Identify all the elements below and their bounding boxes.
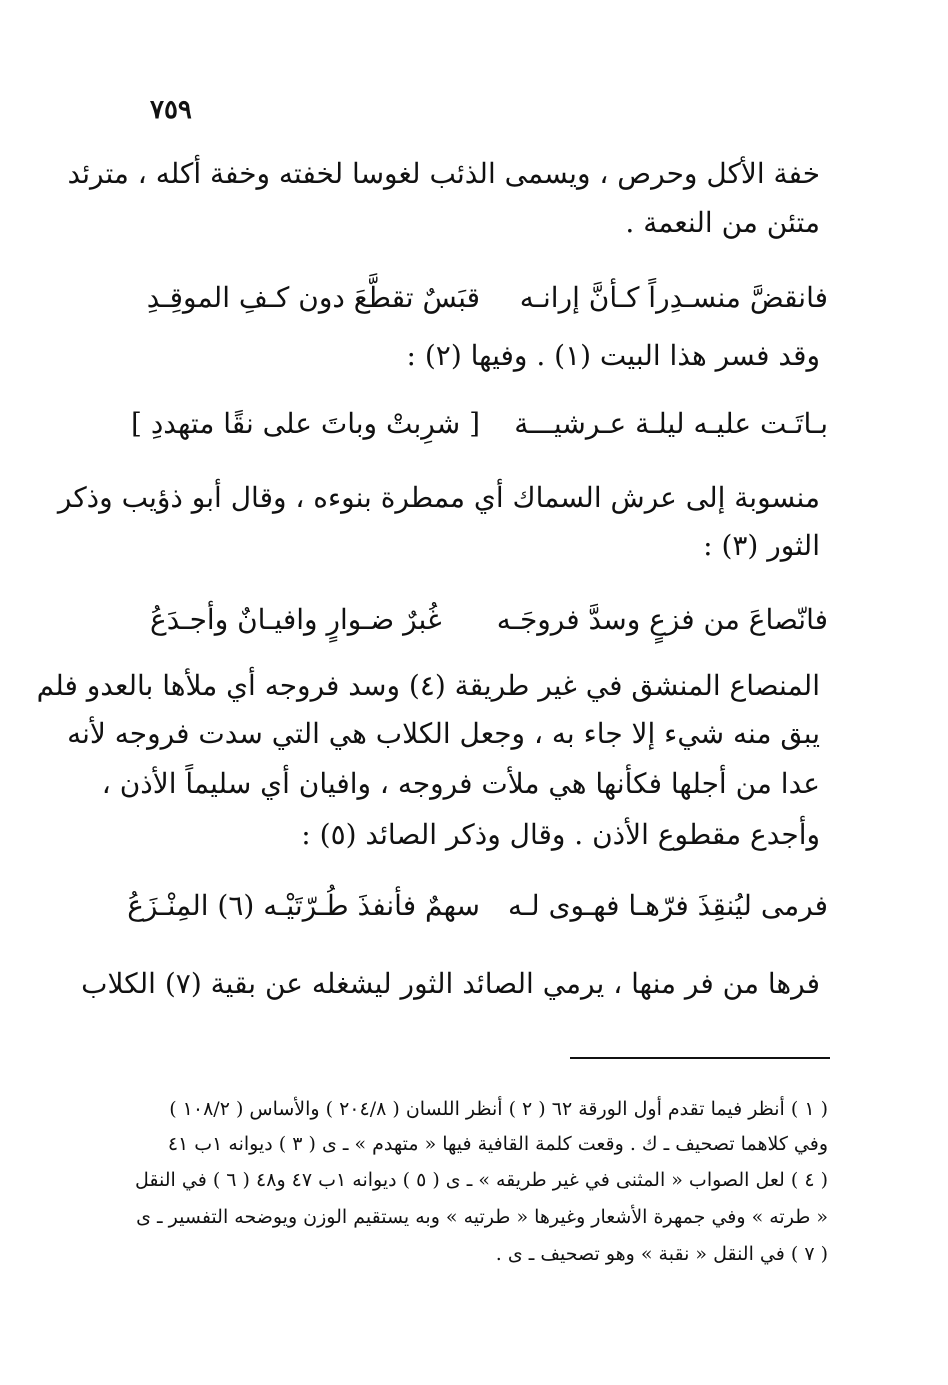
paragraph-line: المنصاع المنشق في غير طريقة (٤) وسد فروجه أي ملأها بالعدو فلم: [36, 669, 820, 702]
paragraph-line: خفة الأكل وحرص ، ويسمى الذئب لغوسا لخفته وخفة أكله ، مترئد: [67, 157, 820, 190]
paragraph-line: منسوبة إلى عرش السماك أي ممطرة بنوءه ، وقال أبو ذؤيب وذكر: [57, 481, 820, 514]
verse-line: [146, 272, 828, 324]
verse-line: [150, 594, 828, 646]
paragraph-line: وقد فسر هذا البيت (١) . وفيها (٢) :: [406, 339, 820, 372]
paragraph-line: الثور (٣) :: [703, 529, 820, 562]
paragraph-line: متئن من النعمة .: [625, 206, 820, 239]
verse-second-hemistich: سهمٌ فأنفذَ طُـرّتَيْـه (٦) المِنْـزَعُ: [127, 889, 480, 922]
verse-second-hemistich: [ شرِبتْ وباتَ على نقًا متهددِ ]: [131, 407, 480, 440]
paragraph-line: يبق منه شيء إلا جاء به ، وجعل الكلاب هي التي سدت فروجه لأنه: [67, 717, 820, 750]
footnote-line: « طرته » وفي جمهرة الأشعار وغيرها « طرتيه » وبه يستقيم الوزن ويوضحه التفسير ـ ى: [136, 1206, 828, 1228]
verse-line: [131, 398, 828, 450]
verse-line: [127, 880, 828, 932]
verse-second-hemistich: قبَسٌ تقطَّعَ دون كـفِ الموقِـدِ: [146, 281, 480, 314]
verse-first-hemistich: فرمى ليُنقِذَ فرّهـا فهـوى لـه: [507, 889, 828, 922]
verse-second-hemistich: غُبرٌ ضـوارٍ وافيـانٌ وأجـدَعُ: [150, 603, 442, 636]
footnote-separator: [570, 1057, 830, 1059]
verse-first-hemistich: فانّصاعَ من فزعٍ وسدَّ فروجَـه: [496, 603, 828, 636]
footnote-line: ( ٤ ) لعل الصواب « المثنى في غير طريقه » ـ ى ( ٥ ) ديوانه ١ب ٤٧ و٤٨ ( ٦ ) في النقل: [135, 1169, 828, 1191]
footnote-line: ( ٧ ) في النقل « نقبة » وهو تصحيف ـ ى .: [495, 1243, 828, 1265]
paragraph-line: فرها من فر منها ، يرمي الصائد الثور ليشغله عن بقية (٧) الكلاب: [81, 967, 820, 1000]
page-number: ٧٥٩: [150, 95, 192, 125]
footnote-line: وفي كلاهما تصحيف ـ ك . وقعت كلمة القافية فيها « متهدم » ـ ى ( ٣ ) ديوانه ١ب ٤١: [167, 1133, 828, 1155]
verse-first-hemistich: بـاتَـت عليـه ليلـة عـرشيـــة: [514, 407, 828, 440]
verse-first-hemistich: فانقضَّ منسـدِراً كـأنَّ إرانـه: [519, 281, 828, 314]
paragraph-line: عدا من أجلها فكأنها هي ملأت فروجه ، وافيان أي سليماً الأذن ،: [101, 767, 820, 800]
footnote-line: ( ١ ) أنظر فيما تقدم أول الورقة ٦٢ ( ٢ ) أنظر اللسان ( ٢٠٤/٨ ) والأساس ( ١٠٨/٢ ): [169, 1098, 828, 1120]
paragraph-line: وأجدع مقطوع الأذن . وقال وذكر الصائد (٥) :: [301, 818, 820, 851]
